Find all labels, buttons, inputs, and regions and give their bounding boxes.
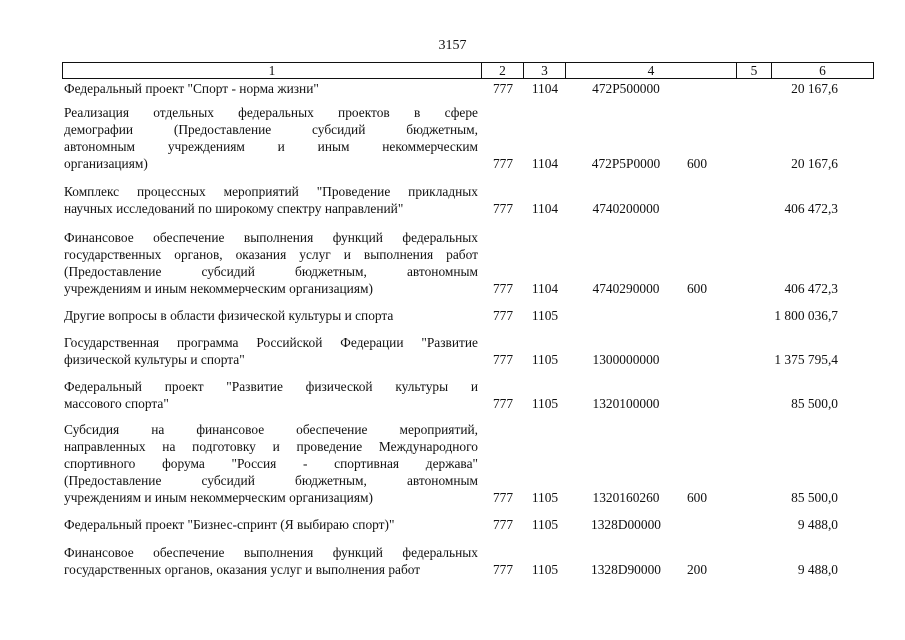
description-line: (Предоставление субсидий бюджетным, автономным — [64, 473, 478, 488]
target-article-code: 1300000000 — [592, 352, 660, 367]
amount: 9 488,0 — [797, 517, 838, 532]
grbs-code: 777 — [492, 517, 514, 532]
row-description — [64, 80, 478, 97]
description-line: Реализация отдельных федеральных проектов в сфере — [64, 105, 478, 120]
section-code: 1104 — [531, 156, 559, 171]
section-code: 1105 — [531, 352, 559, 367]
row-description — [64, 378, 478, 412]
description-line: физической культуры и спорта" — [64, 352, 245, 367]
row-description — [64, 544, 478, 578]
grbs-code: 777 — [492, 396, 514, 411]
target-article-code: 1320100000 — [592, 396, 660, 411]
target-article-code: 4740290000 — [592, 281, 660, 296]
row-description — [64, 183, 478, 217]
table-row — [0, 104, 905, 172]
description-line: Другие вопросы в области физической культуры и спорта — [64, 308, 394, 323]
target-article-code: 472P500000 — [592, 81, 660, 96]
grbs-code: 777 — [492, 490, 514, 505]
header-col-3: 3 — [524, 63, 566, 78]
row-description — [64, 307, 478, 324]
row-description — [64, 334, 478, 368]
expense-type-code: 600 — [686, 490, 708, 505]
description-line: (Предоставление субсидий бюджетным, автономным — [64, 264, 478, 279]
description-line: направленных на подготовку и проведение Международного — [64, 439, 478, 454]
amount: 85 500,0 — [791, 490, 838, 505]
grbs-code: 777 — [492, 308, 514, 323]
section-code: 1105 — [531, 308, 559, 323]
section-code: 1105 — [531, 490, 559, 505]
description-line: массового спорта" — [64, 396, 169, 411]
section-code: 1105 — [531, 517, 559, 532]
section-code: 1104 — [531, 281, 559, 296]
amount: 406 472,3 — [784, 281, 838, 296]
description-line: Государственная программа Российской Федерации "Развитие — [64, 335, 478, 350]
section-code: 1105 — [531, 562, 559, 577]
row-description — [64, 104, 478, 172]
description-line: Федеральный проект "Развитие физической культуры и — [64, 379, 478, 394]
grbs-code: 777 — [492, 562, 514, 577]
header-col-1: 1 — [63, 63, 482, 78]
header-col-5: 5 — [737, 63, 772, 78]
expense-type-code: 600 — [686, 156, 708, 171]
description-line: учреждениям и иным некоммерческим организациям) — [64, 490, 373, 505]
amount: 20 167,6 — [791, 81, 838, 96]
grbs-code: 777 — [492, 201, 514, 216]
description-line: автономным учреждениям и иным некоммерческим — [64, 139, 478, 154]
header-col-4: 4 — [566, 63, 737, 78]
page-number: 3157 — [438, 38, 467, 53]
amount: 1 375 795,4 — [774, 352, 838, 367]
header-col-6: 6 — [819, 63, 826, 78]
table-row — [0, 80, 905, 97]
target-article-code: 1328D00000 — [591, 517, 661, 532]
description-line: организациям) — [64, 156, 148, 171]
description-line: государственных органов, оказания услуг и выполнения работ — [64, 247, 478, 262]
expense-type-code: 200 — [686, 562, 708, 577]
description-line: Финансовое обеспечение выполнения функций федеральных — [64, 545, 478, 560]
table-row — [0, 378, 905, 412]
amount: 85 500,0 — [791, 396, 838, 411]
description-line: Финансовое обеспечение выполнения функций федеральных — [64, 230, 478, 245]
description-line: Субсидия на финансовое обеспечение мероприятий, — [64, 422, 478, 437]
description-line: научных исследований по широкому спектру направлений" — [64, 201, 404, 216]
description-line: учреждениям и иным некоммерческим организациям) — [64, 281, 373, 296]
grbs-code: 777 — [492, 156, 514, 171]
grbs-code: 777 — [492, 281, 514, 296]
table-row — [0, 334, 905, 368]
table-row — [0, 229, 905, 297]
section-code: 1105 — [531, 396, 559, 411]
expense-type-code: 600 — [686, 281, 708, 296]
grbs-code: 777 — [492, 81, 514, 96]
row-description — [64, 516, 478, 533]
header-col-2: 2 — [482, 63, 524, 78]
description-line: спортивного форума "Россия - спортивная держава" — [64, 456, 478, 471]
grbs-code: 777 — [492, 352, 514, 367]
description-line: государственных органов, оказания услуг и выполнения работ — [64, 562, 421, 577]
row-description — [64, 229, 478, 297]
amount: 9 488,0 — [797, 562, 838, 577]
table-row — [0, 307, 905, 324]
amount: 1 800 036,7 — [774, 308, 838, 323]
target-article-code: 4740200000 — [592, 201, 660, 216]
description-line: демографии (Предоставление субсидий бюджетным, — [64, 122, 478, 137]
table-row — [0, 516, 905, 533]
table-row — [0, 183, 905, 217]
row-description — [64, 421, 478, 506]
description-line: Федеральный проект "Спорт - норма жизни" — [64, 81, 319, 96]
table-row — [0, 544, 905, 578]
description-line: Комплекс процессных мероприятий "Проведение прикладных — [64, 184, 478, 199]
target-article-code: 1328D90000 — [591, 562, 661, 577]
amount: 406 472,3 — [784, 201, 838, 216]
description-line: Федеральный проект "Бизнес-спринт (Я выбираю спорт)" — [64, 517, 395, 532]
target-article-code: 1320160260 — [592, 490, 660, 505]
amount: 20 167,6 — [791, 156, 838, 171]
table-row — [0, 421, 905, 506]
target-article-code: 472P5P0000 — [591, 156, 661, 171]
section-code: 1104 — [531, 81, 559, 96]
section-code: 1104 — [531, 201, 559, 216]
